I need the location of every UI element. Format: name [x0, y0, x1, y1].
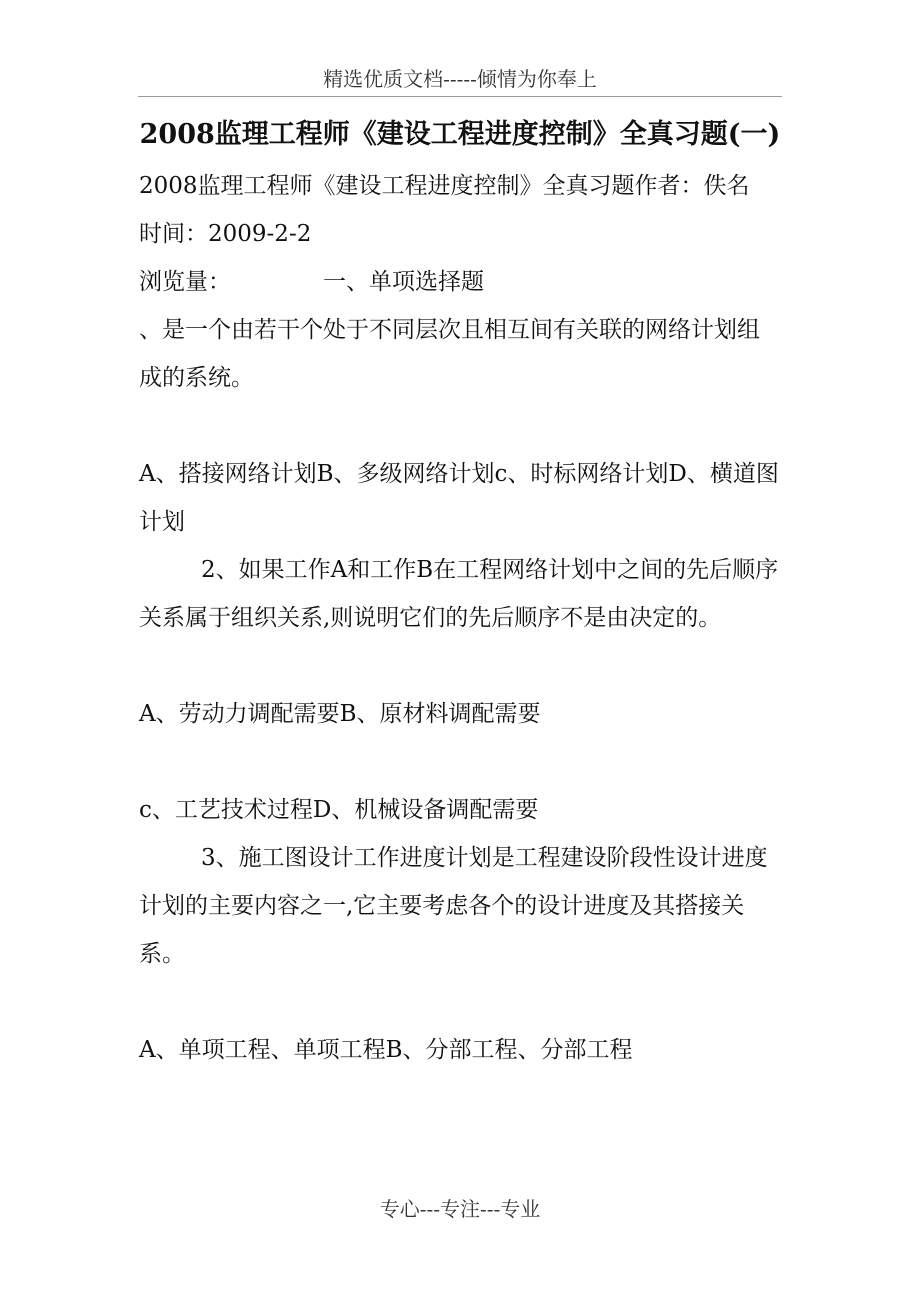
page-footer: 专心---专注---专业	[379, 1197, 541, 1221]
document-title: 2008监理工程师《建设工程进度控制》全真习题(一)	[139, 119, 781, 150]
question-2-options-ab: A、劳动力调配需要B、原材料调配需要	[139, 701, 541, 727]
question-3-stem: 3、施工图设计工作进度计划是工程建设阶段性设计进度计划的主要内容之一,它主要考虑各个的设计进度及其搭接关系。	[139, 845, 768, 967]
question-3-options-ab: A、单项工程、单项工程B、分部工程、分部工程	[139, 1037, 633, 1063]
document-body	[139, 162, 782, 1074]
page-header: 精选优质文档-----倾情为你奉上	[323, 67, 597, 91]
meta-views-line	[139, 258, 782, 306]
meta-title-author: 2008监理工程师《建设工程进度控制》全真习题作者：佚名	[139, 173, 750, 199]
question-2-stem: 2、如果工作A和工作B在工程网络计划中之间的先后顺序关系属于组织关系,则说明它们的先后顺序不是由决定的。	[139, 557, 779, 631]
meta-views-label: 浏览量：	[139, 269, 231, 295]
question-1-options: A、搭接网络计划B、多级网络计划c、时标网络计划D、横道图计划	[139, 461, 779, 535]
header-divider	[138, 96, 782, 97]
question-2-options-cd: c、工艺技术过程D、机械设备调配需要	[139, 797, 539, 823]
section-heading: 一、单项选择题	[323, 269, 484, 295]
question-1-stem: 、是一个由若干个处于不同层次且相互间有关联的网络计划组成的系统。	[139, 317, 760, 391]
meta-date: 时间：2009-2-2	[139, 221, 312, 247]
